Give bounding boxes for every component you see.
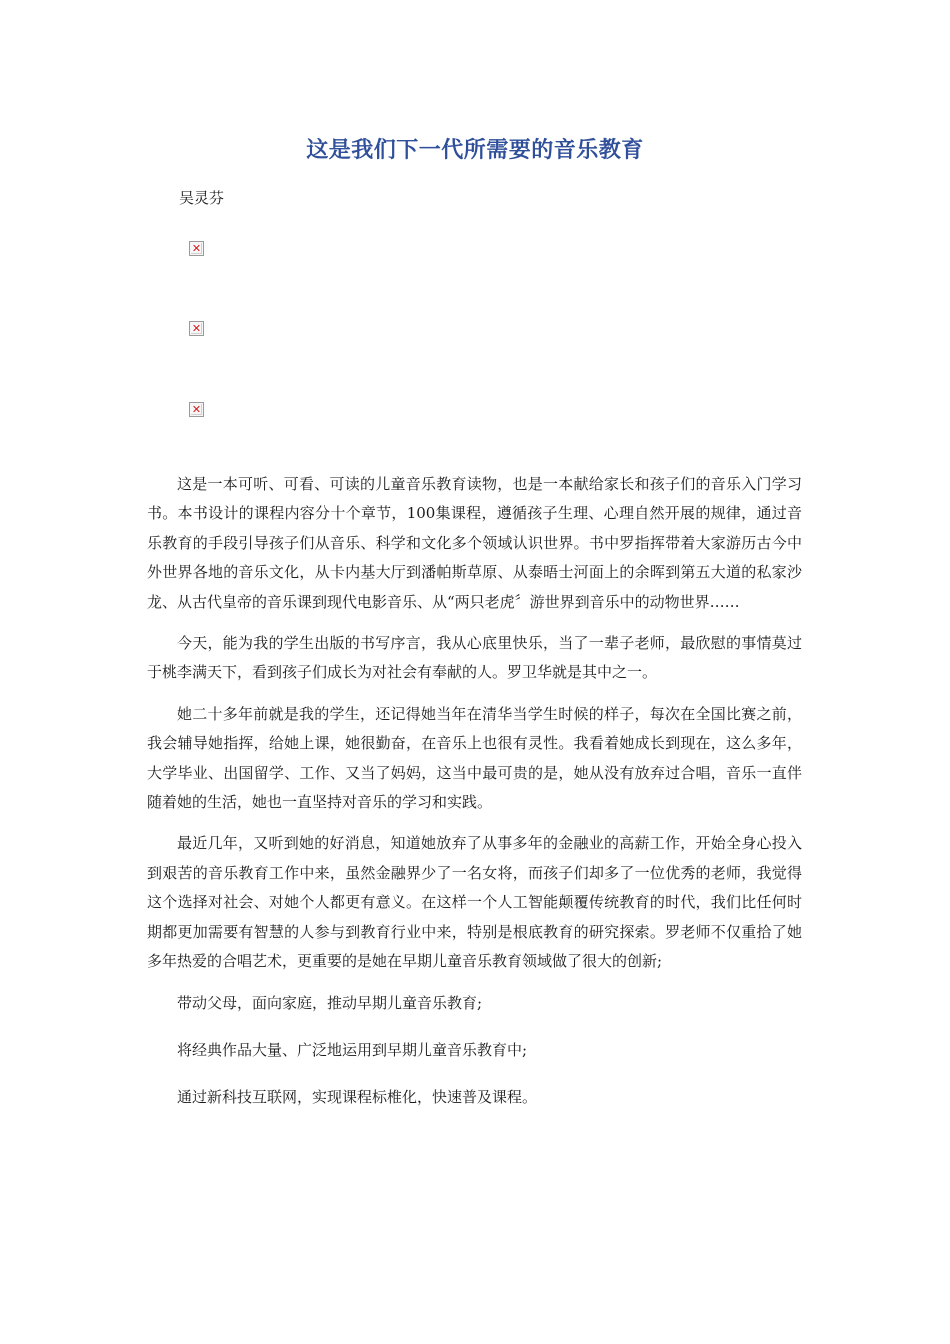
list-item: 将经典作品大量、广泛地运用到早期儿童音乐教育中; [177, 1040, 528, 1059]
broken-image-icon [189, 321, 204, 336]
broken-image-x-glyph: ✕ [191, 403, 202, 416]
list-item: 带动父母，面向家庭，推动早期儿童音乐教育; [177, 993, 483, 1012]
paragraph: 最近几年，又听到她的好消息，知道她放弃了从事多年的金融业的高薪工作，开始全身心投入到艰苦的音乐教育工作中来，虽然金融界少了一名女将，而孩子们却多了一位优秀的老师，我觉得这个选择对社会、对她个人都更有意义。在这样一个人工智能颠覆传统教育的时代，我们比任何时期都更加需要有智慧的人参与到教育行业中来，特别是根底教育的研究探索。罗老师不仅重拾了她多年热爱的合唱艺术，更重要的是她在早期儿童音乐教育领域做了很大的创新; [147, 834, 802, 971]
paragraph: 她二十多年前就是我的学生，还记得她当年在清华当学生时候的样子，每次在全国比赛之前，我会辅导她指挥，给她上课，她很勤奋，在音乐上也很有灵性。我看着她成长到现在，这么多年，大学毕业、出国留学、工作、又当了妈妈，这当中最可贵的是，她从没有放弃过合唱，音乐一直伴随着她的生活，她也一直坚持对音乐的学习和实践。 [147, 704, 802, 812]
broken-image-icon [189, 241, 204, 256]
document-title: 这是我们下一代所需要的音乐教育 [306, 138, 644, 163]
broken-image-x-glyph: ✕ [191, 242, 202, 255]
list-item: 通过新科技互联网，实现课程标椎化，快速普及课程。 [177, 1088, 538, 1107]
broken-image-x-glyph: ✕ [191, 322, 202, 335]
paragraph: 这是一本可听、可看、可读的儿童音乐教育读物，也是一本献给家长和孩子们的音乐入门学习书。本书设计的课程内容分十个章节，100集课程，遵循孩子生理、心理自然开展的规律，通过音乐教育的手段引导孩子们从音乐、科学和文化多个领域认识世界。书中罗指挥带着大家游历古今中外世界各地的音乐文化，从卡内基大厅到潘帕斯草原、从泰晤士河面上的余晖到第五大道的私家沙龙、从古代皇帝的音乐课到现代电影音乐、从“两只老虎〞游世界到音乐中的动物世界…… [147, 475, 802, 611]
author-name: 吴灵芬 [179, 189, 225, 207]
article-body [147, 470, 802, 1131]
paragraph: 今天，能为我的学生出版的书写序言，我从心底里快乐，当了一辈子老师，最欣慰的事情莫过于桃李满天下，看到孩子们成长为对社会有奉献的人。罗卫华就是其中之一。 [147, 634, 802, 682]
broken-image-icon [189, 402, 204, 417]
